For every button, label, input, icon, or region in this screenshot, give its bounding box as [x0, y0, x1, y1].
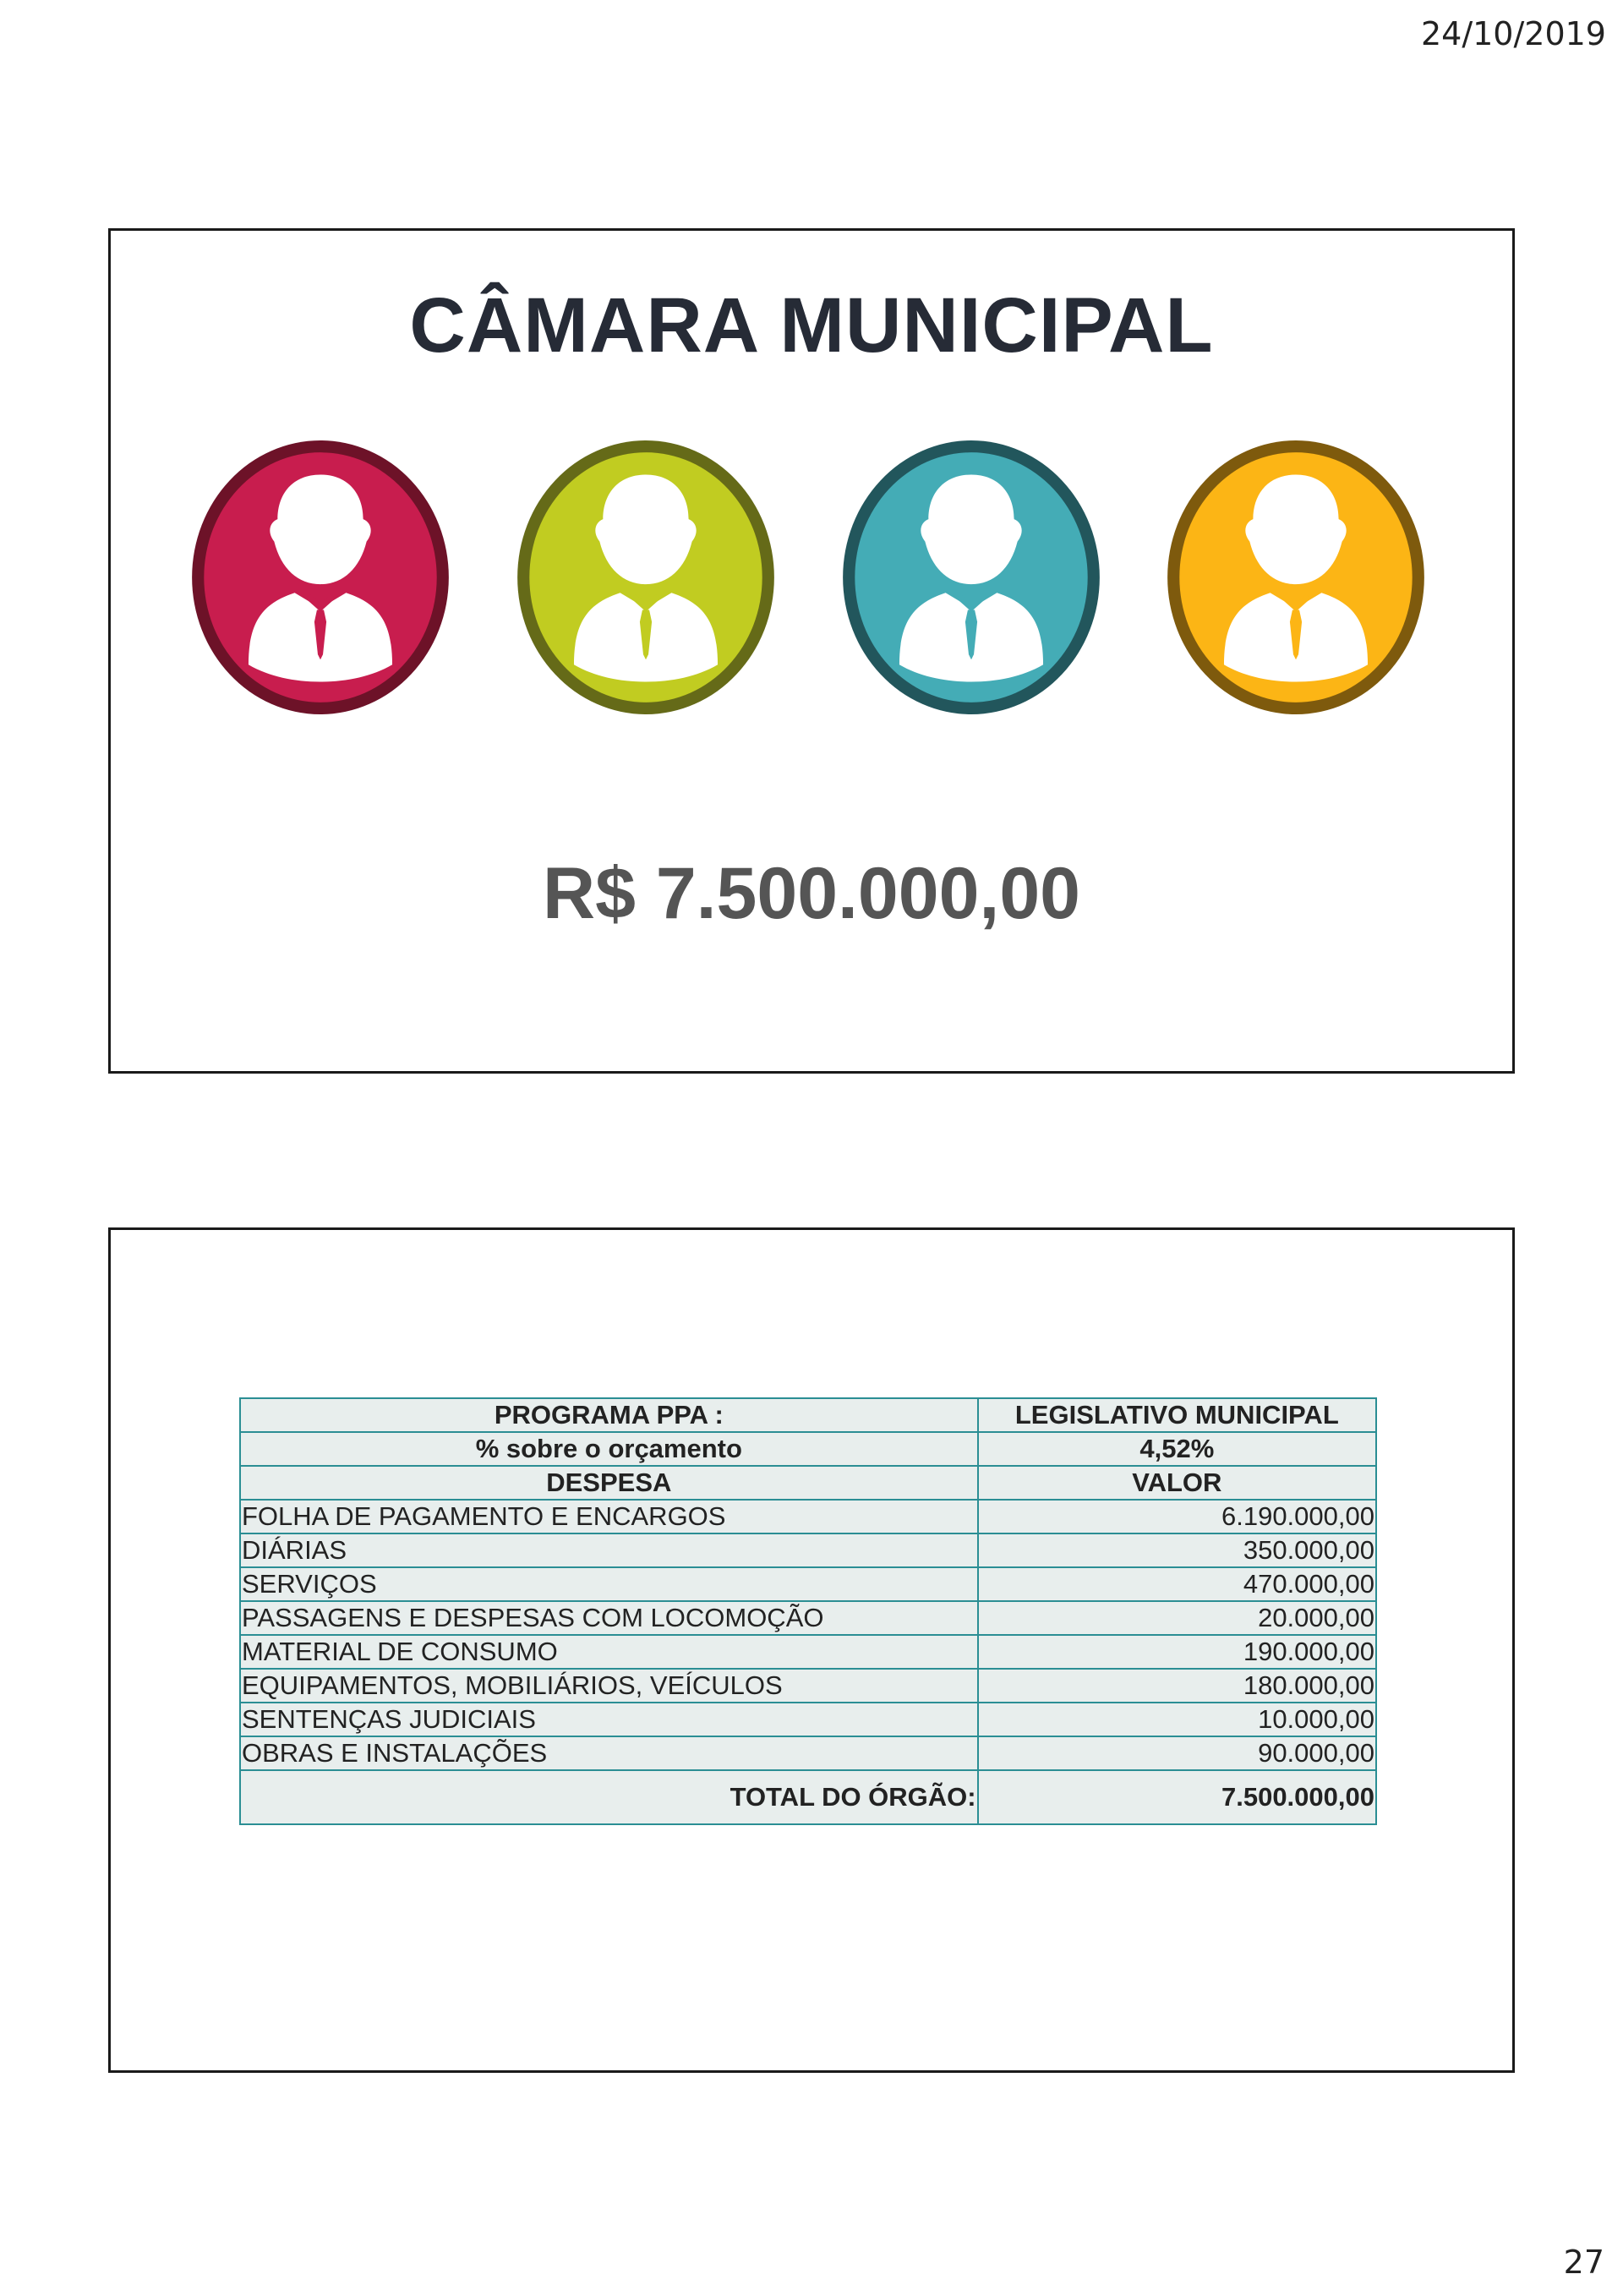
- budget-amount: R$ 7.500.000,00: [543, 853, 1080, 934]
- expense-value: 180.000,00: [978, 1669, 1376, 1703]
- total-label: TOTAL DO ÓRGÃO:: [240, 1770, 978, 1824]
- expense-value: 190.000,00: [978, 1635, 1376, 1669]
- table-header-row: [240, 1466, 1376, 1500]
- person-icon-amber: [1167, 440, 1424, 714]
- table-row: [240, 1601, 1376, 1635]
- expense-label: SERVIÇOS: [240, 1567, 978, 1601]
- expense-label: EQUIPAMENTOS, MOBILIÁRIOS, VEÍCULOS: [240, 1669, 978, 1703]
- page-date: 24/10/2019: [1420, 15, 1606, 52]
- column-header-despesa: DESPESA: [240, 1466, 978, 1500]
- expense-label: MATERIAL DE CONSUMO: [240, 1635, 978, 1669]
- slide-budget-table: [108, 1227, 1515, 2073]
- expense-label: PASSAGENS E DESPESAS COM LOCOMOÇÃO: [240, 1601, 978, 1635]
- expense-label: DIÁRIAS: [240, 1533, 978, 1567]
- slide-title: CÂMARA MUNICIPAL: [409, 282, 1214, 369]
- expense-value: 20.000,00: [978, 1601, 1376, 1635]
- percent-label: % sobre o orçamento: [240, 1432, 978, 1466]
- expense-label: SENTENÇAS JUDICIAIS: [240, 1703, 978, 1736]
- expense-label: FOLHA DE PAGAMENTO E ENCARGOS: [240, 1500, 978, 1533]
- person-icon-teal-graphic: [843, 440, 1100, 714]
- expense-value: 470.000,00: [978, 1567, 1376, 1601]
- table-row: [240, 1703, 1376, 1736]
- slide-camara-municipal: [108, 228, 1515, 1074]
- expense-value: 10.000,00: [978, 1703, 1376, 1736]
- table-header-row: [240, 1432, 1376, 1466]
- person-icon-red-graphic: [192, 440, 449, 714]
- table-row: [240, 1736, 1376, 1770]
- program-label: PROGRAMA PPA :: [240, 1398, 978, 1432]
- budget-table: [239, 1397, 1377, 1825]
- person-icon-amber-graphic: [1167, 440, 1424, 714]
- expense-value: 350.000,00: [978, 1533, 1376, 1567]
- expense-value: 90.000,00: [978, 1736, 1376, 1770]
- expense-label: OBRAS E INSTALAÇÕES: [240, 1736, 978, 1770]
- table-total-row: [240, 1770, 1376, 1824]
- table-row: [240, 1567, 1376, 1601]
- column-header-valor: VALOR: [978, 1466, 1376, 1500]
- person-icon-green-graphic: [517, 440, 774, 714]
- table-row: [240, 1500, 1376, 1533]
- total-value: 7.500.000,00: [978, 1770, 1376, 1824]
- person-icon-teal: [843, 440, 1100, 714]
- percent-value: 4,52%: [978, 1432, 1376, 1466]
- table-row: [240, 1669, 1376, 1703]
- person-icon-red: [192, 440, 449, 714]
- page-number: 27: [1563, 2244, 1604, 2281]
- avatar-row: [111, 440, 1512, 719]
- table-row: [240, 1635, 1376, 1669]
- table-header-row: [240, 1398, 1376, 1432]
- program-value: LEGISLATIVO MUNICIPAL: [978, 1398, 1376, 1432]
- person-icon-green: [517, 440, 774, 714]
- table-row: [240, 1533, 1376, 1567]
- expense-value: 6.190.000,00: [978, 1500, 1376, 1533]
